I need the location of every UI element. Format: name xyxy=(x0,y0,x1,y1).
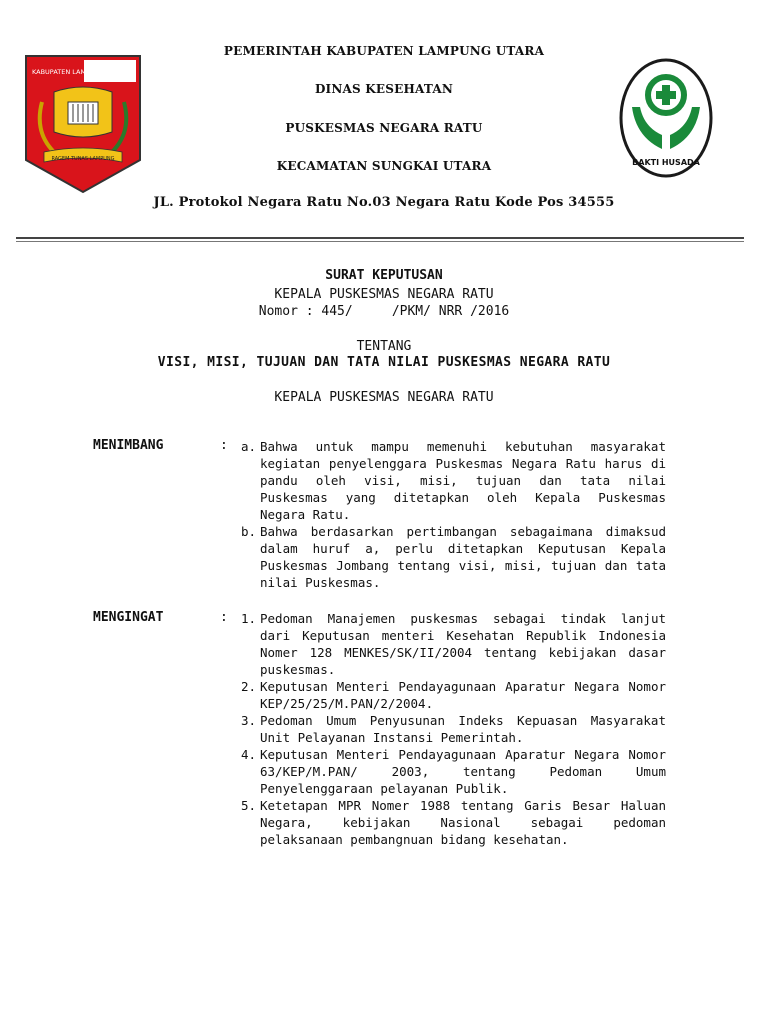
menimbang-item-b: Bahwa berdasarkan pertimbangan sebagaimana dimaksud dalam huruf a, perlu ditetapkan Keputusan Kepala Puskesmas Jombang tentang visi, misi, tujuan dan tata nilai Puskesmas. xyxy=(260,524,666,590)
decree-issuer-repeat: KEPALA PUSKESMAS NEGARA RATU xyxy=(274,390,494,405)
bakti-husada-text: BAKTI HUSADA xyxy=(632,158,700,167)
letterhead-rule-thin xyxy=(16,241,744,242)
menimbang-colon: : xyxy=(220,438,228,453)
mengingat-item-5: Ketetapan MPR Nomer 1988 tentang Garis Besar Haluan Negara, kebijakan Nasional sebagai pedoman pelaksanaan pembangnuan bidang kesehatan. xyxy=(260,798,666,847)
mengingat-colon: : xyxy=(220,610,228,625)
mengingat-label: MENGINGAT xyxy=(93,610,164,625)
letterhead-line-3: PUSKESMAS NEGARA RATU xyxy=(285,121,483,135)
letterhead-line-1: PEMERINTAH KABUPATEN LAMPUNG UTARA xyxy=(223,44,545,58)
mengingat-item-4: Keputusan Menteri Pendayagunaan Aparatur Negara Nomor 63/KEP/M.PAN/ 2003, tentang Pedoman Umum Penyelenggaraan pelayanan Publik. xyxy=(260,747,666,796)
decree-number: Nomor : 445/ /PKM/ NRR /2016 xyxy=(258,304,510,319)
decree-tentang: TENTANG xyxy=(356,339,412,354)
menimbang-label: MENIMBANG xyxy=(93,438,164,453)
letterhead-rule-thick xyxy=(16,237,744,239)
mengingat-marker-4: 4. xyxy=(240,747,256,762)
menimbang-marker-a: a. xyxy=(240,439,256,454)
menimbang-marker-b: b. xyxy=(240,524,256,539)
mengingat-marker-5: 5. xyxy=(240,798,256,813)
mengingat-marker-1: 1. xyxy=(240,611,256,626)
mengingat-marker-3: 3. xyxy=(240,713,256,728)
crest-motto-text: RAGEM TUNAS LAMPUNG xyxy=(51,156,115,162)
decree-issuer: KEPALA PUSKESMAS NEGARA RATU xyxy=(274,287,494,302)
decree-title: SURAT KEPUTUSAN xyxy=(325,268,443,283)
letterhead-line-4: KECAMATAN SUNGKAI UTARA xyxy=(276,159,492,173)
mengingat-item-2: Keputusan Menteri Pendayagunaan Aparatur Negara Nomor KEP/25/25/M.PAN/2/2004. xyxy=(260,679,666,711)
mengingat-item-1: Pedoman Manajemen puskesmas sebagai tindak lanjut dari Keputusan menteri Kesehatan Republik Indonesia Nomer 128 MENKES/SK/II/2004 tentang kebijakan dasar puskesmas. xyxy=(260,611,666,677)
crest-banner-text-left: KABUPATEN LAMPUNG UTARA xyxy=(32,68,129,76)
letterhead-line-2: DINAS KESEHATAN xyxy=(314,82,454,96)
menimbang-item-a: Bahwa untuk mampu memenuhi kebutuhan masyarakat kegiatan penyelenggara Puskesmas Negara Ratu harus di pandu oleh visi, misi, tujuan dan tata nilai Puskesmas yang ditetapkan oleh Kepala Puskesmas Negara Ratu. xyxy=(260,439,666,522)
letterhead-address: JL. Protokol Negara Ratu No.03 Negara Ratu Kode Pos 34555 xyxy=(153,195,615,210)
mengingat-marker-2: 2. xyxy=(240,679,256,694)
decree-subject: VISI, MISI, TUJUAN DAN TATA NILAI PUSKESMAS NEGARA RATU xyxy=(157,355,611,370)
mengingat-item-3: Pedoman Umum Penyusunan Indeks Kepuasan Masyarakat Unit Pelayanan Instansi Pemerintah. xyxy=(260,713,666,745)
